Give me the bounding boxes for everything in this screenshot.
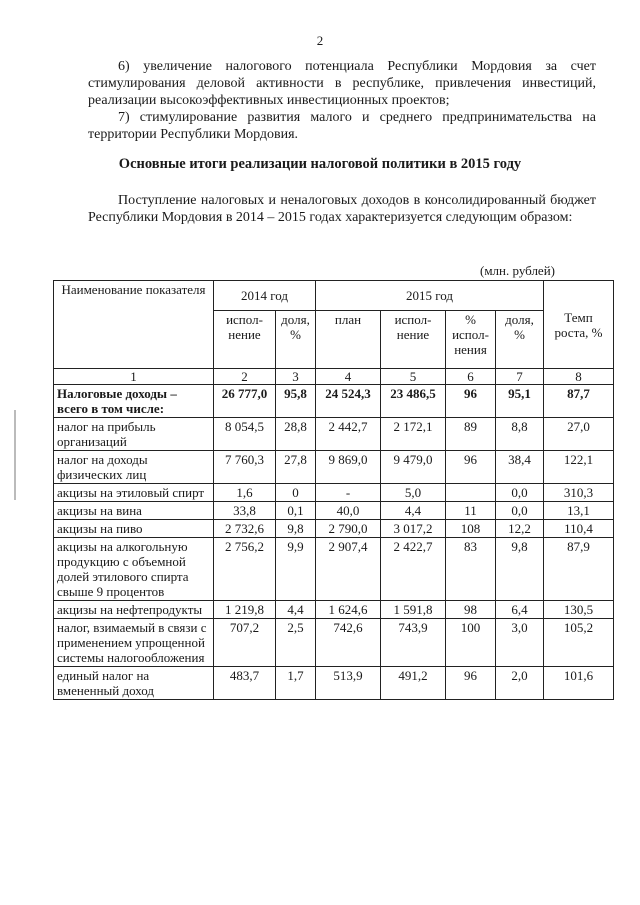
row-label: единый налог на вмененный доход [54, 667, 214, 700]
row-value: 4,4 [276, 601, 316, 619]
row-value: 707,2 [214, 619, 276, 667]
table-row [54, 667, 614, 700]
page-number: 2 [316, 33, 324, 48]
row-value: 87,7 [544, 385, 614, 418]
revenue-table [53, 280, 614, 700]
row-label: Налоговые доходы – всего в том числе: [54, 385, 214, 418]
row-value: 0,0 [496, 484, 544, 502]
row-value: 33,8 [214, 502, 276, 520]
column-index: 5 [381, 369, 446, 385]
row-value: 7 760,3 [214, 451, 276, 484]
row-value: 2 790,0 [316, 520, 381, 538]
row-value: 96 [446, 451, 496, 484]
table-row [54, 619, 614, 667]
row-value: 2 756,2 [214, 538, 276, 601]
row-value: 26 777,0 [214, 385, 276, 418]
row-label: налог, взимаемый в связи с применением упрощенной системы налогообложения [54, 619, 214, 667]
row-value: 27,8 [276, 451, 316, 484]
column-index: 3 [276, 369, 316, 385]
table-row [54, 385, 614, 418]
table-row [54, 520, 614, 538]
row-value: 23 486,5 [381, 385, 446, 418]
column-index: 4 [316, 369, 381, 385]
column-index-row [54, 369, 614, 385]
row-value: 9 479,0 [381, 451, 446, 484]
column-index: 6 [446, 369, 496, 385]
row-label: налог на прибыль организаций [54, 418, 214, 451]
paragraph-item-7: 7) стимулирование развития малого и среднего предпринимательства на территории Республики Мордовия. [88, 110, 596, 142]
row-value: 100 [446, 619, 496, 667]
table-row [54, 418, 614, 451]
row-value: 0 [276, 484, 316, 502]
row-value: 8,8 [496, 418, 544, 451]
row-value: 13,1 [544, 502, 614, 520]
row-value: 2,5 [276, 619, 316, 667]
row-value: 24 524,3 [316, 385, 381, 418]
row-value: 110,4 [544, 520, 614, 538]
row-value: 9,8 [496, 538, 544, 601]
row-value: 96 [446, 667, 496, 700]
scan-edge-mark [14, 410, 16, 500]
row-value: 1 624,6 [316, 601, 381, 619]
row-value: 2 732,6 [214, 520, 276, 538]
row-value: 40,0 [316, 502, 381, 520]
row-value: 108 [446, 520, 496, 538]
header-2014: 2014 год [214, 281, 316, 311]
row-value: 2 422,7 [381, 538, 446, 601]
row-value: 89 [446, 418, 496, 451]
column-index: 1 [54, 369, 214, 385]
row-label: акцизы на алкогольную продукцию с объемной долей этилового спирта свыше 9 процентов [54, 538, 214, 601]
row-value: 38,4 [496, 451, 544, 484]
row-value: 87,9 [544, 538, 614, 601]
row-value: 2 172,1 [381, 418, 446, 451]
row-value: 96 [446, 385, 496, 418]
row-value: 3,0 [496, 619, 544, 667]
row-value: 513,9 [316, 667, 381, 700]
header-2015-plan: план [316, 311, 381, 369]
row-value: 0,0 [496, 502, 544, 520]
column-index: 2 [214, 369, 276, 385]
row-value: 28,8 [276, 418, 316, 451]
row-value: 27,0 [544, 418, 614, 451]
row-value: 83 [446, 538, 496, 601]
row-value: 743,9 [381, 619, 446, 667]
row-value: 8 054,5 [214, 418, 276, 451]
row-value: 12,2 [496, 520, 544, 538]
row-value: 98 [446, 601, 496, 619]
row-value: 3 017,2 [381, 520, 446, 538]
row-value: 122,1 [544, 451, 614, 484]
unit-label: (млн. рублей) [480, 263, 555, 278]
row-value: 1,7 [276, 667, 316, 700]
header-growth: Темп роста, % [544, 281, 614, 369]
row-value: 2 907,4 [316, 538, 381, 601]
row-label: акцизы на вина [54, 502, 214, 520]
intro-paragraph: Поступление налоговых и неналоговых доходов в консолидированный бюджет Республики Мордовия в 2014 – 2015 годах характеризуется следующим образом: [88, 193, 596, 225]
row-value: 0,1 [276, 502, 316, 520]
row-value: 483,7 [214, 667, 276, 700]
table-row [54, 451, 614, 484]
table-row [54, 538, 614, 601]
row-value: 1 219,8 [214, 601, 276, 619]
row-value: 742,6 [316, 619, 381, 667]
header-2014-share: доля, % [276, 311, 316, 369]
header-2015-execution-pct: % испол-нения [446, 311, 496, 369]
row-value: 130,5 [544, 601, 614, 619]
table-row [54, 484, 614, 502]
row-value: 9,9 [276, 538, 316, 601]
table-row [54, 601, 614, 619]
section-heading: Основные итоги реализации налоговой политики в 2015 году [118, 156, 522, 172]
row-value: 310,3 [544, 484, 614, 502]
row-value: 6,4 [496, 601, 544, 619]
row-value: 1 591,8 [381, 601, 446, 619]
column-index: 8 [544, 369, 614, 385]
header-2015-execution: испол-нение [381, 311, 446, 369]
paragraph-item-6: 6) увеличение налогового потенциала Республики Мордовия за счет стимулирования деловой активности в республике, привлечения инвестиций, реализации высокоэффективных инвестиционных проектов; [88, 59, 596, 108]
table-row [54, 502, 614, 520]
row-value: 105,2 [544, 619, 614, 667]
row-value: 101,6 [544, 667, 614, 700]
row-value [446, 484, 496, 502]
header-2015-share: доля, % [496, 311, 544, 369]
row-value: 4,4 [381, 502, 446, 520]
row-value: 9,8 [276, 520, 316, 538]
row-value: 95,1 [496, 385, 544, 418]
header-2014-execution: испол-нение [214, 311, 276, 369]
header-name: Наименование показателя [54, 281, 214, 369]
table-body [54, 385, 614, 700]
row-value: 2,0 [496, 667, 544, 700]
row-value: - [316, 484, 381, 502]
row-value: 491,2 [381, 667, 446, 700]
row-value: 11 [446, 502, 496, 520]
column-index: 7 [496, 369, 544, 385]
row-value: 5,0 [381, 484, 446, 502]
row-label: акцизы на этиловый спирт [54, 484, 214, 502]
row-label: акцизы на нефтепродукты [54, 601, 214, 619]
row-label: налог на доходы физических лиц [54, 451, 214, 484]
row-label: акцизы на пиво [54, 520, 214, 538]
row-value: 2 442,7 [316, 418, 381, 451]
header-2015: 2015 год [316, 281, 544, 311]
row-value: 1,6 [214, 484, 276, 502]
row-value: 9 869,0 [316, 451, 381, 484]
row-value: 95,8 [276, 385, 316, 418]
